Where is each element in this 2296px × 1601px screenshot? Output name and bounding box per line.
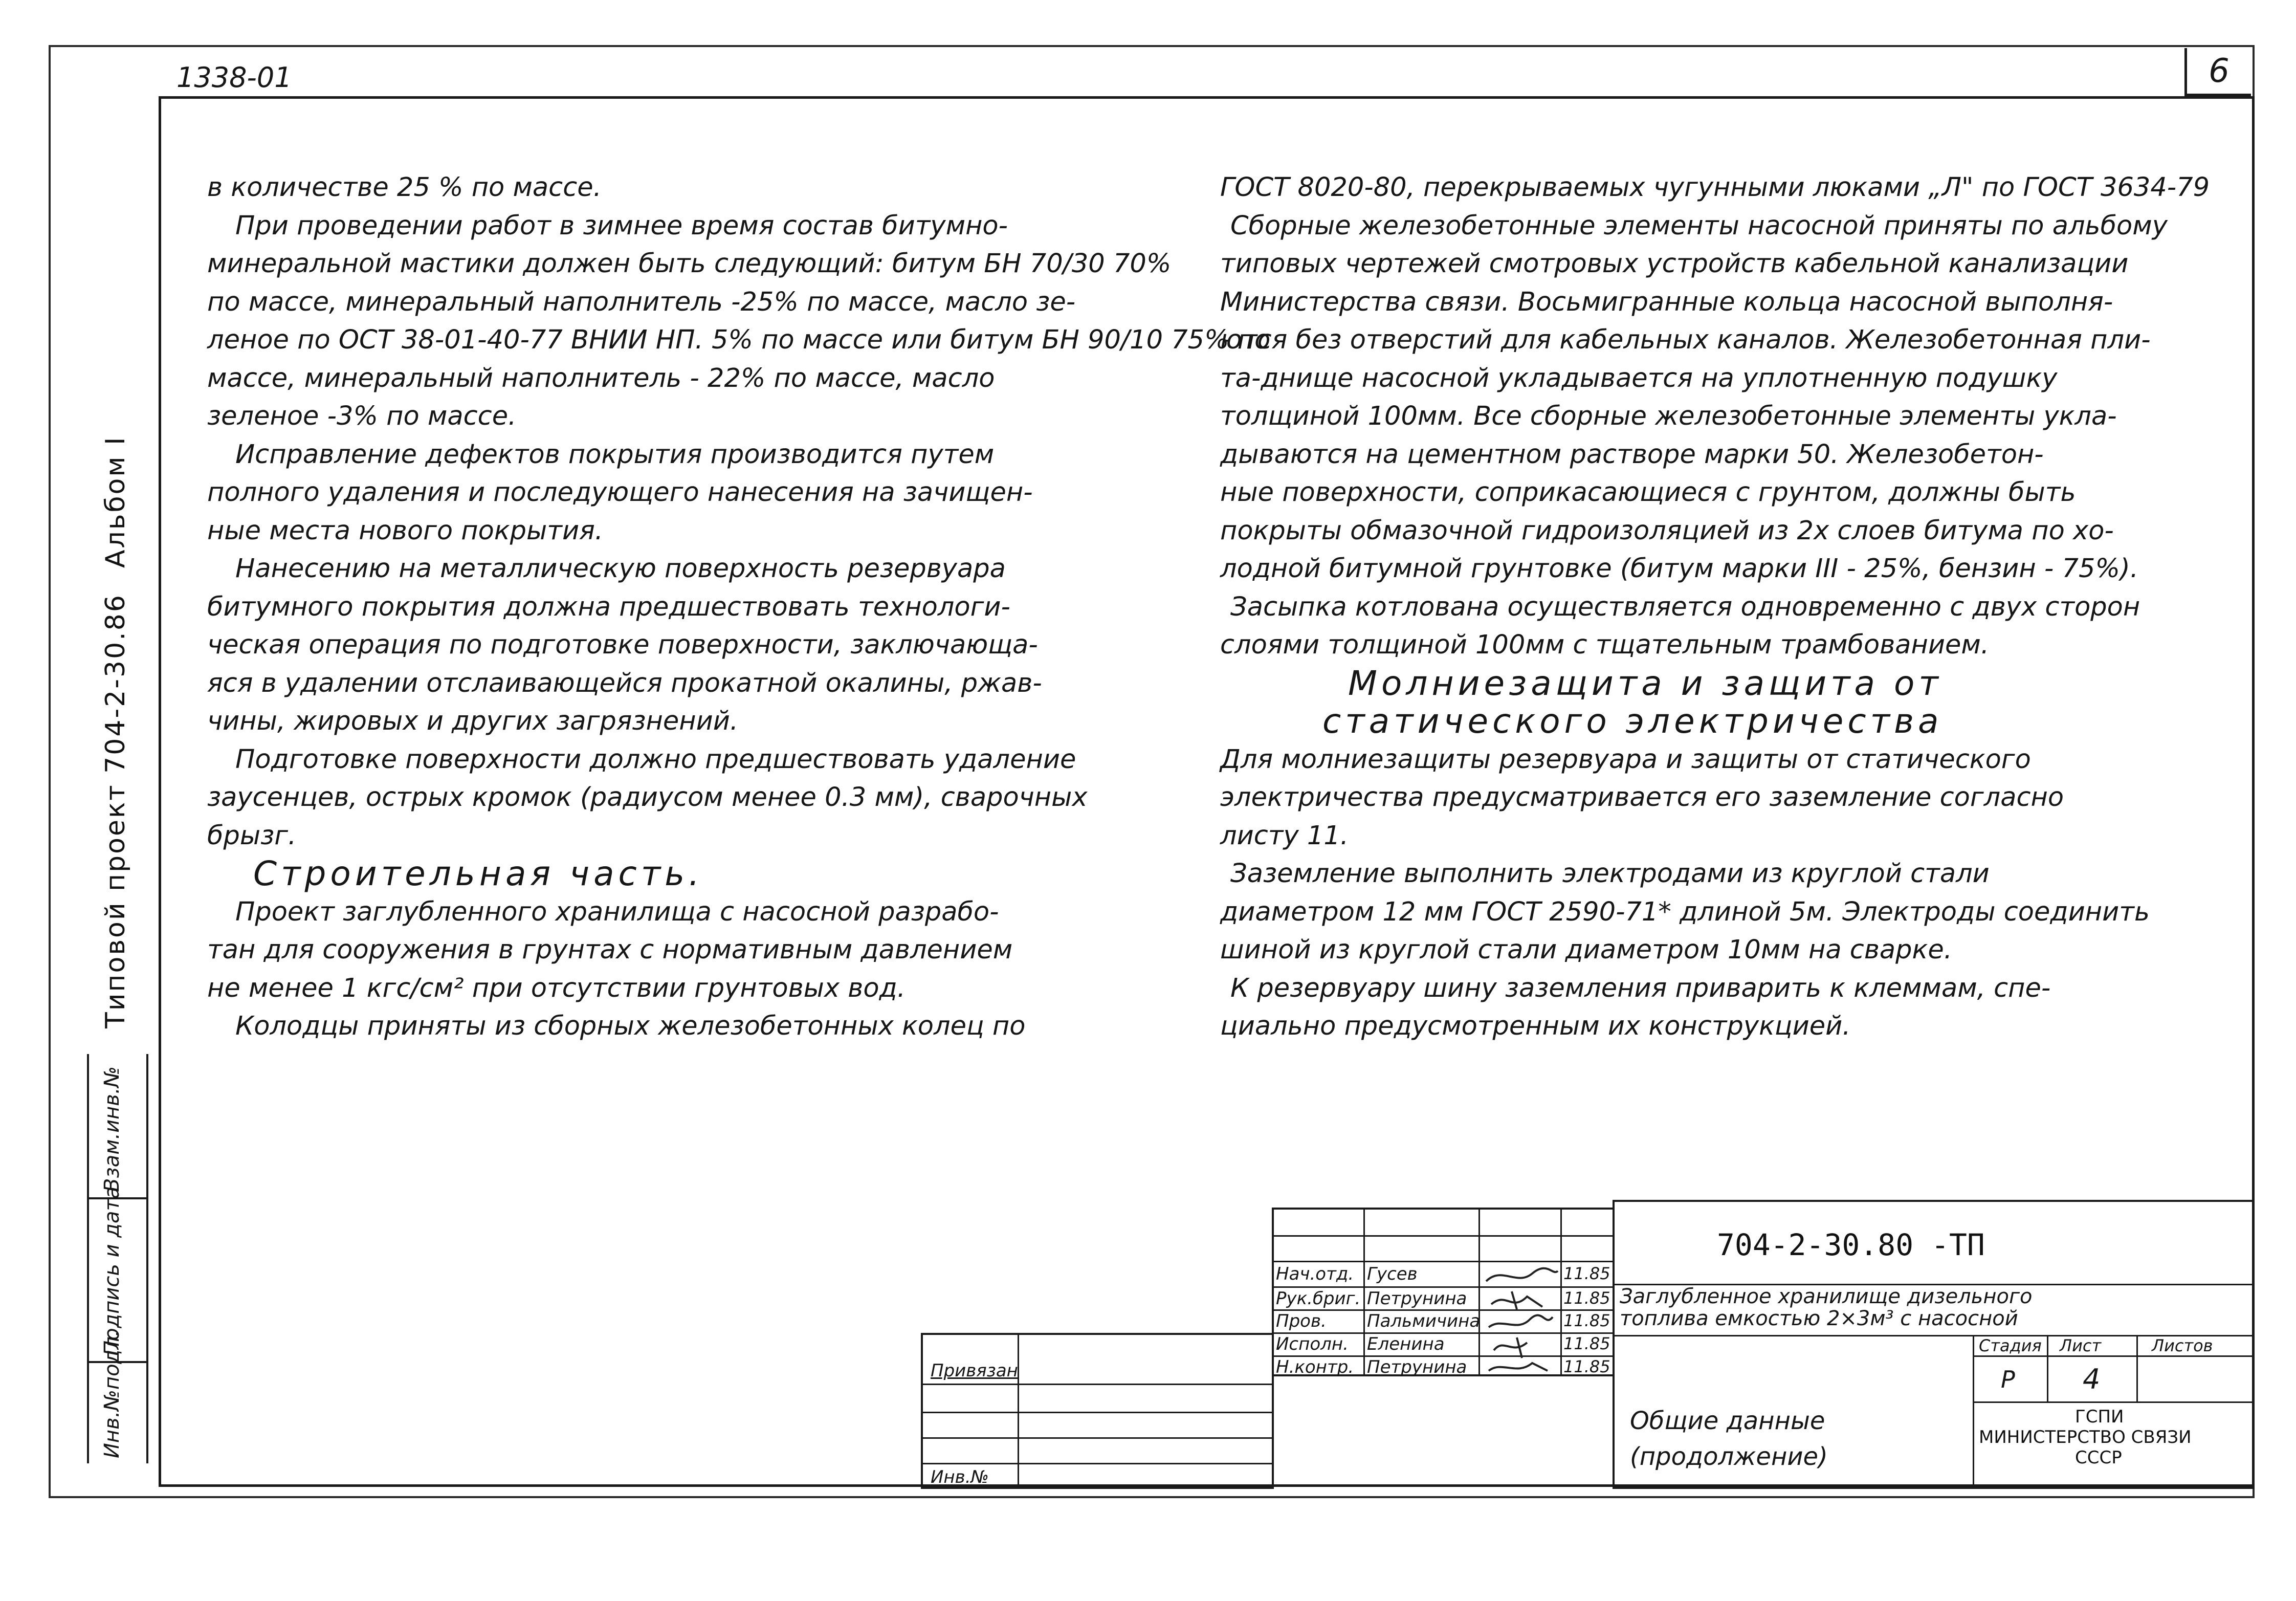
- text-line: ются без отверстий для кабельных каналов. Железобетонная пли-: [1220, 325, 2151, 355]
- text-line: в количестве 25 % по массе.: [207, 172, 602, 203]
- name-norm-control: Петрунина: [1367, 1357, 1467, 1377]
- drawing-code: 704-2-30.80 -ТП: [1717, 1227, 1985, 1262]
- text-line: ные места нового покрытия.: [207, 515, 604, 546]
- text-line: та-днище насосной укладывается на уплотненную подушку: [1220, 363, 2058, 393]
- document-code: 1338-01: [176, 61, 292, 94]
- text-line: Засыпка котлована осуществляется одновременно с двух сторон: [1230, 591, 2140, 622]
- text-line: тан для сооружения в грунтах с нормативным давлением: [207, 935, 1013, 965]
- org-line-3: СССР: [2075, 1448, 2122, 1468]
- role-checked: Пров.: [1276, 1311, 1327, 1331]
- side-label-signature: Подпись и дата: [100, 1186, 124, 1356]
- signature-table: [1272, 1208, 1615, 1376]
- text-line: по массе, минеральный наполнитель -25% по массе, масло зе-: [207, 287, 1076, 317]
- text-line: Заземление выполнить электродами из круглой стали: [1230, 859, 1990, 889]
- role-executor: Испoлн.: [1276, 1334, 1349, 1354]
- text-line: битумного покрытия должна предшествовать технологи-: [207, 591, 1010, 622]
- sheet-value: 4: [2083, 1363, 2101, 1395]
- stage-label: Стадия: [1979, 1336, 2042, 1355]
- title-block-main: [1613, 1200, 2255, 1489]
- text-line: Проект заглубленного хранилища с насосной разрабо-: [235, 896, 999, 927]
- org-line-1: ГСПИ: [2075, 1407, 2124, 1427]
- name-checked: Пальмичина: [1367, 1311, 1481, 1331]
- role-norm-control: Н.контр.: [1276, 1357, 1354, 1377]
- sheets-label: Листов: [2152, 1336, 2213, 1355]
- text-line: Министерства связи. Восьмигранные кольца насосной выполня-: [1220, 287, 2113, 317]
- date: 11.85: [1563, 1357, 1610, 1376]
- text-line: электричества предусматривается его заземление согласно: [1220, 782, 2064, 813]
- text-line: чины, жировых и других загрязнений.: [207, 706, 739, 736]
- org-line-2: МИНИСТЕРСТВО СВЯЗИ: [1979, 1427, 2192, 1448]
- text-line: заусенцев, острых кромок (радиусом менее 0.3 мм), сварочных: [207, 782, 1088, 813]
- name-executor: Еленина: [1367, 1334, 1445, 1354]
- sheet-number: 6: [2184, 48, 2251, 96]
- role-team-lead: Рук.бриг.: [1276, 1288, 1361, 1309]
- text-line: Нанесению на металлическую поверхность резервуара: [235, 554, 1006, 584]
- side-stamp: [87, 1054, 148, 1463]
- left-text-column: [207, 169, 1271, 1046]
- text-line: лодной битумной грунтовке (битум марки III - 25%, бензин - 75%).: [1220, 554, 2139, 584]
- text-line: брызг.: [207, 820, 297, 851]
- text-line: Подготовке поверхности должно предшествовать удаление: [235, 744, 1076, 775]
- text-line: слоями толщиной 100мм с тщательным трамбованием.: [1220, 630, 1990, 660]
- text-line: толщиной 100мм. Все сборные железобетонные элементы укла-: [1220, 401, 2117, 431]
- project-title-line-2: топлива емкостью 2×3м³ с насосной: [1620, 1307, 2018, 1330]
- sheet-title-line-1: Общие данные: [1630, 1407, 1825, 1435]
- text-line: зеленое -3% по массе.: [207, 401, 517, 431]
- right-text-column: [1220, 169, 2223, 1046]
- name-team-lead: Петрунина: [1367, 1288, 1467, 1309]
- text-line: полного удаления и последующего нанесения на зачищен-: [207, 477, 1033, 508]
- section-heading-static: статического электричества: [1322, 701, 1943, 741]
- name-head-dept: Гусев: [1367, 1264, 1418, 1284]
- date: 11.85: [1563, 1311, 1610, 1330]
- text-line: Исправление дефектов покрытия производится путем: [235, 439, 995, 470]
- sheet-label: Лист: [2060, 1336, 2102, 1355]
- section-heading-construction: Строительная часть.: [253, 854, 704, 893]
- text-line: покрыты обмазочной гидроизоляцией из 2х слоев битума по хо-: [1220, 515, 2114, 546]
- text-line: К резервуару шину заземления приварить к клеммам, спе-: [1230, 973, 2051, 1003]
- date: 11.85: [1563, 1264, 1610, 1283]
- sheet-title-line-2: (продолжение): [1630, 1442, 1828, 1471]
- inv-label: Инв.№: [931, 1467, 989, 1487]
- project-title-line-1: Заглубленное хранилище дизельного: [1620, 1285, 2033, 1308]
- side-label-inv: Инв.№подл.: [100, 1330, 124, 1458]
- text-line: диаметром 12 мм ГОСТ 2590-71* длиной 5м. Электроды соединить: [1220, 896, 2150, 927]
- text-line: типовых чертежей смотровых устройств кабельной канализации: [1220, 249, 2129, 279]
- text-line: минеральной мастики должен быть следующий: битум БН 70/30 70%: [207, 249, 1172, 279]
- privyazan-label: Привязан: [931, 1361, 1018, 1381]
- signatures: [1481, 1261, 1560, 1376]
- date: 11.85: [1563, 1288, 1610, 1308]
- text-line: ГОСТ 8020-80, перекрываемых чугунными люками „Л" по ГОСТ 3634-79: [1220, 172, 2210, 203]
- stage-value: Р: [2001, 1366, 2015, 1393]
- text-line: Для молниезащиты резервуара и защиты от статического: [1220, 744, 2031, 775]
- text-line: дываются на цементном растворе марки 50. Железобетон-: [1220, 439, 2044, 470]
- text-line: не менее 1 кгс/см² при отсутствии грунтовых вод.: [207, 973, 906, 1003]
- side-label-replace: Взам.инв.№: [100, 1066, 124, 1192]
- text-line: листу 11.: [1220, 820, 1349, 851]
- project-label: Типовой проект 704-2-30.86: [100, 594, 131, 1028]
- album-label: Альбом I: [100, 435, 131, 568]
- text-line: циально предусмотренным их конструкцией.: [1220, 1011, 1851, 1041]
- text-line: яся в удалении отслаивающейся прокатной окалины, ржав-: [207, 668, 1042, 698]
- text-line: ческая операция по подготовке поверхности, заключающа-: [207, 630, 1038, 660]
- text-line: леное по ОСТ 38-01-40-77 ВНИИ НП. 5% по массе или битум БН 90/10 75% по: [207, 325, 1271, 355]
- text-line: При проведении работ в зимнее время состав битумно-: [235, 210, 1008, 241]
- text-line: ные поверхности, соприкасающиеся с грунтом, должны быть: [1220, 477, 2076, 508]
- text-line: Колодцы приняты из сборных железобетонных колец по: [235, 1011, 1026, 1041]
- text-line: Сборные железобетонные элементы насосной приняты по альбому: [1230, 210, 2168, 241]
- text-line: шиной из круглой стали диаметром 10мм на сварке.: [1220, 935, 1952, 965]
- date: 11.85: [1563, 1334, 1610, 1353]
- role-head-dept: Нач.отд.: [1276, 1264, 1354, 1284]
- text-line: массе, минеральный наполнитель - 22% по массе, масло: [207, 363, 995, 393]
- section-heading-lightning: Молниезащита и защита от: [1348, 663, 1942, 703]
- binding-table: [921, 1333, 1274, 1489]
